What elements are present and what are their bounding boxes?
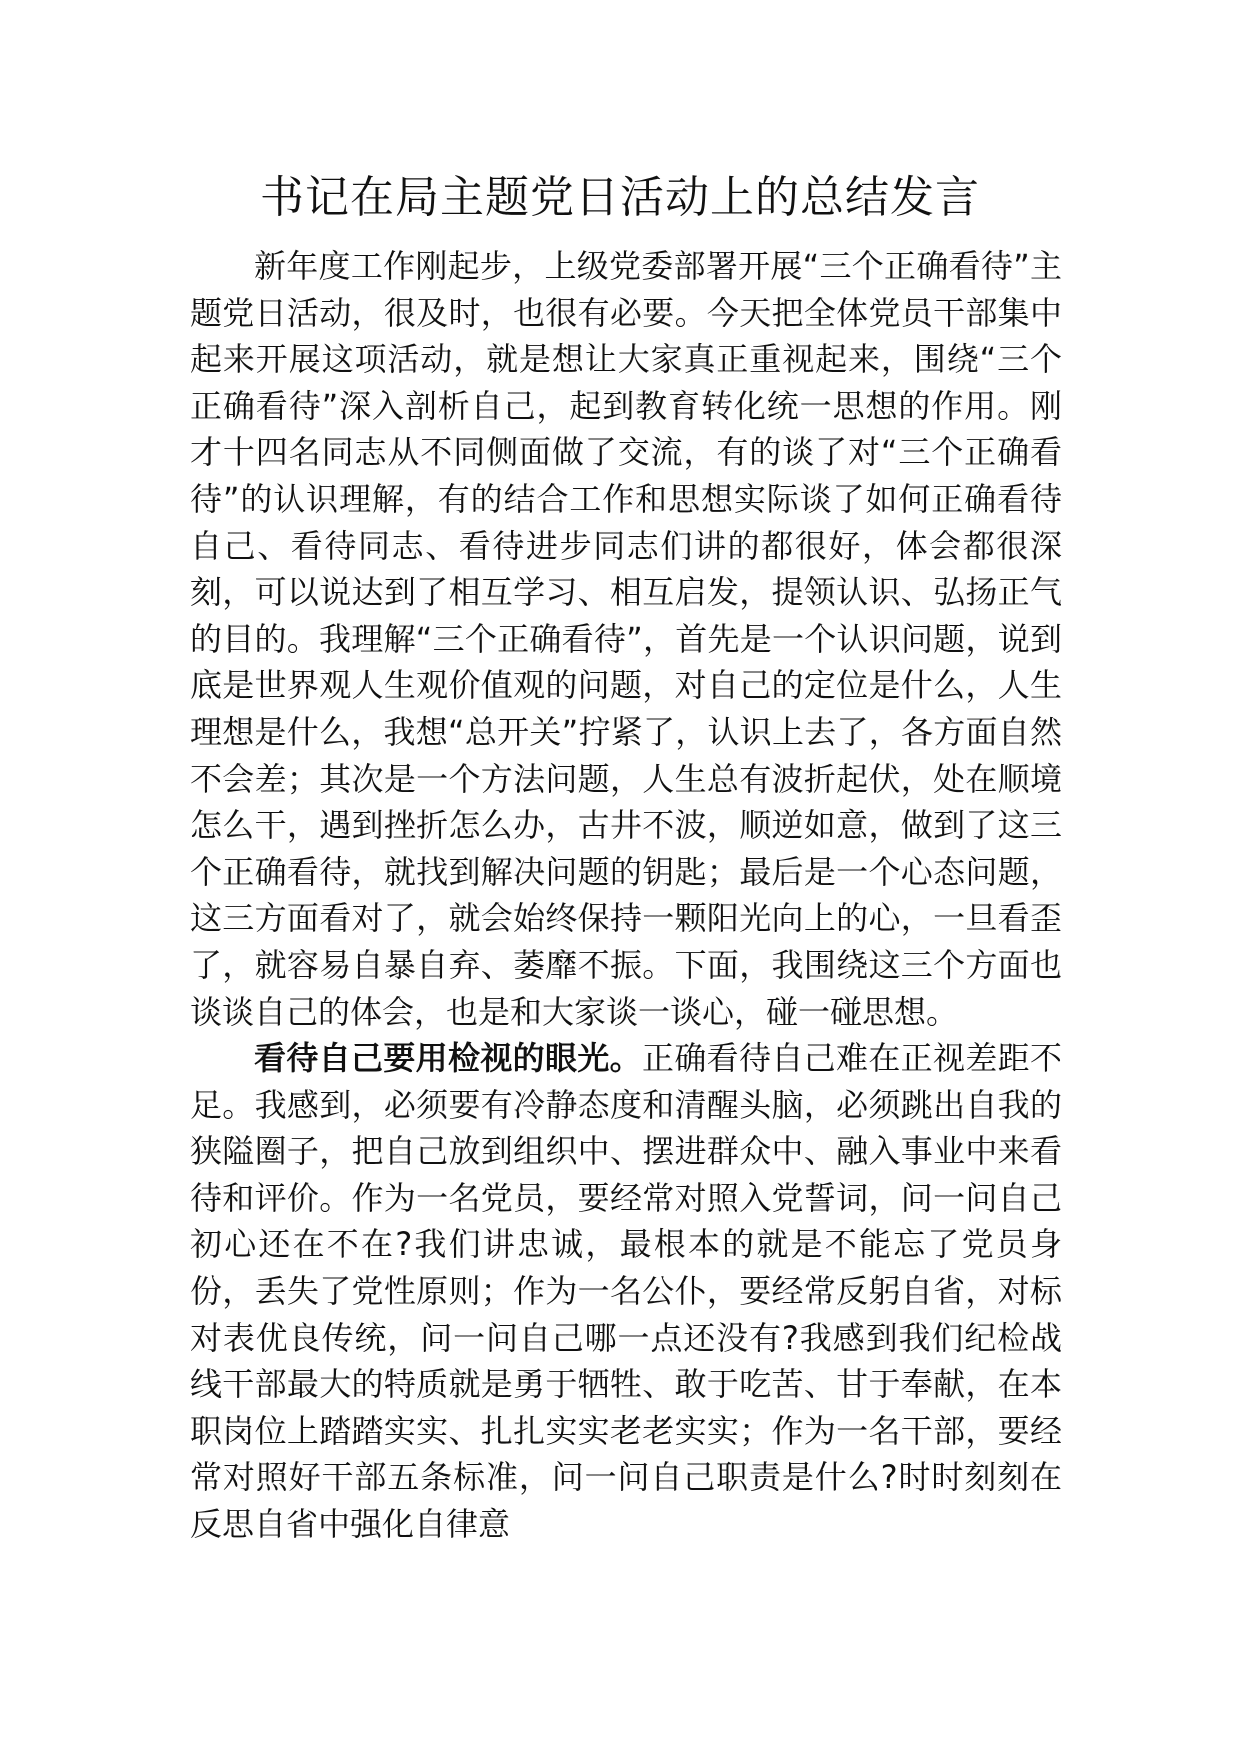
paragraph-self-review — [190, 1035, 1062, 1548]
document-title: 书记在局主题党日活动上的总结发言 — [260, 172, 980, 223]
paragraph-lead-heading: 看待自己要用检视的眼光。 — [254, 1039, 642, 1078]
document-body — [190, 243, 1062, 1548]
paragraph-text: 正确看待自己难在正视差距不足。我感到，必须要有冷静态度和清醒头脑，必须跳出自我的狭隘圈子，把自己放到组织中、摆进群众中、融入事业中来看待和评价。作为一名党员，要经常对照入党誓词，问一问自己初心还在不在?我们讲忠诚，最根本的就是不能忘了党员身份，丢失了党性原则；作为一名公仆，要经常反躬自省，对标对表优良传统，问一问自己哪一点还没有?我感到我们纪检战线干部最大的特质就是勇于牺牲、敢于吃苦、甘于奉献，在本职岗位上踏踏实实、扎扎实实老老实实；作为一名干部，要经常对照好干部五条标准，问一问自己职责是什么?时时刻刻在反思自省中强化自律意 — [190, 1039, 1062, 1544]
paragraph-intro — [190, 243, 1062, 1035]
paragraph-text: 新年度工作刚起步，上级党委部署开展“三个正确看待”主题党日活动，很及时，也很有必要。今天把全体党员干部集中起来开展这项活动，就是想让大家真正重视起来，围绕“三个正确看待”深入剖析自己，起到教育转化统一思想的作用。刚才十四名同志从不同侧面做了交流，有的谈了对“三个正确看待”的认识理解，有的结合工作和思想实际谈了如何正确看待自己、看待同志、看待进步同志们讲的都很好，体会都很深刻，可以说达到了相互学习、相互启发，提领认识、弘扬正气的目的。我理解“三个正确看待”，首先是一个认识问题，说到底是世界观人生观价值观的问题，对自己的定位是什么，人生理想是什么，我想“总开关”拧紧了，认识上去了，各方面自然不会差；其次是一个方法问题，人生总有波折起伏，处在顺境怎么干，遇到挫折怎么办，古井不波，顺逆如意，做到了这三个正确看待，就找到解决问题的钥匙；最后是一个心态问题，这三方面看对了，就会始终保持一颗阳光向上的心，一旦看歪了，就容易自暴自弃、萎靡不振。下面，我围绕这三个方面也谈谈自己的体会，也是和大家谈一谈心，碰一碰思想。 — [190, 247, 1062, 1031]
